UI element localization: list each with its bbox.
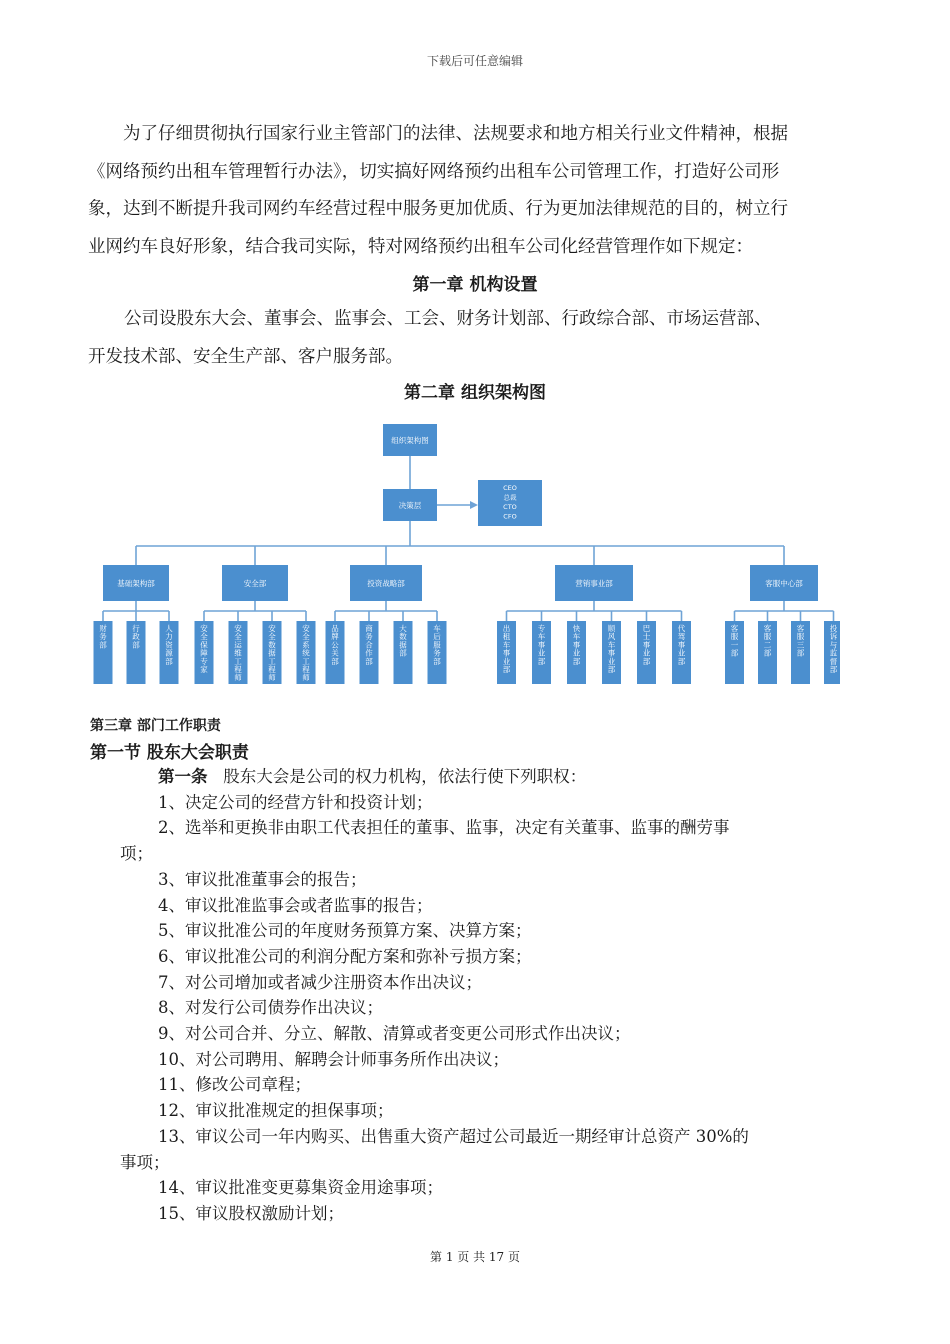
intro-line: 《网络预约出租车管理暂行办法》，切实搞好网络预约出租车公司管理工作，打造好公司形 bbox=[88, 161, 780, 182]
department-label: 客服中心部 bbox=[765, 579, 803, 588]
article1-item: 14、审议批准变更募集资金用途事项； bbox=[158, 1178, 443, 1198]
article1-heading bbox=[120, 764, 860, 790]
org-root-label: 组织架构图 bbox=[391, 436, 429, 445]
department-label: 安全部 bbox=[243, 579, 267, 588]
sub-department-label: 财务部 bbox=[99, 624, 107, 650]
article1-item: 事项； bbox=[120, 1152, 170, 1172]
sub-department-label: 安全保障专家 bbox=[200, 624, 208, 674]
article1-item: 1、决定公司的经营方针和投资计划； bbox=[158, 792, 433, 812]
chapter1-paragraph bbox=[88, 301, 860, 376]
sub-department-label: 出租车事业部 bbox=[502, 624, 511, 674]
article1-item: 11、修改公司章程； bbox=[158, 1075, 311, 1095]
chapter3-title: 第三章 部门工作职责 bbox=[90, 718, 221, 734]
article1-item: 2、选举和更换非由职工代表担任的董事、监事，决定有关董事、监事的酬劳事 bbox=[158, 818, 730, 838]
article1-item: 13、审议公司一年内购买、出售重大资产超过公司最近一期经审计总资产 30%的 bbox=[158, 1126, 749, 1146]
department-label: 基础架构部 bbox=[117, 579, 155, 588]
article1-item: 10、对公司聘用、解聘会计师事务所作出决议； bbox=[158, 1049, 509, 1069]
sub-department-label: 专车事业部 bbox=[537, 624, 546, 666]
decision-label: 决策层 bbox=[398, 501, 422, 510]
exec-label: CEO bbox=[503, 484, 517, 492]
header-note: 下载后可任意编辑 bbox=[426, 54, 523, 68]
sub-department-label: 商务合作部 bbox=[365, 624, 373, 666]
article1-item: 6、审议批准公司的利润分配方案和弥补亏损方案； bbox=[158, 946, 532, 966]
intro-line: 为了仔细贯彻执行国家行业主管部门的法律、法规要求和地方相关行业文件精神，根据 bbox=[123, 124, 788, 144]
sub-department-label: 车后服务部 bbox=[433, 624, 441, 666]
chapter2-title: 第二章 组织架构图 bbox=[404, 383, 546, 403]
exec-label: 总裁 bbox=[503, 493, 517, 502]
article1-item: 8、对发行公司债券作出决议； bbox=[158, 998, 383, 1018]
intro-line: 业网约车良好形象，结合我司实际，特对网络预约出租车公司化经营管理作如下规定： bbox=[88, 236, 753, 257]
exec-label: CTO bbox=[503, 503, 517, 511]
department-label: 营销事业部 bbox=[575, 579, 613, 588]
sub-department-label: 代驾事业部 bbox=[677, 624, 686, 666]
intro-paragraph bbox=[88, 116, 860, 266]
chapter1-title: 第一章 机构设置 bbox=[412, 275, 538, 295]
article1-lead: 股东大会是公司的权力机构，依法行使下列职权： bbox=[223, 767, 587, 786]
chapter1-line: 开发技术部、安全生产部、客户服务部。 bbox=[88, 346, 403, 367]
sub-department-label: 投诉与监督部 bbox=[829, 624, 838, 674]
article1-item: 12、审议批准规定的担保事项； bbox=[158, 1101, 394, 1121]
sub-department-label: 大数据部 bbox=[399, 624, 407, 658]
exec-label: CFO bbox=[503, 512, 517, 521]
article1-label: 第一条 bbox=[158, 767, 208, 786]
sub-department-label: 安全运维工程师 bbox=[234, 624, 242, 683]
page-footer: 第 1 页 共 17 页 bbox=[430, 1250, 520, 1264]
sub-department-label: 行政部 bbox=[132, 624, 140, 650]
article1-item: 9、对公司合并、分立、解散、清算或者变更公司形式作出决议； bbox=[158, 1024, 631, 1044]
sub-department-label: 人力资源部 bbox=[165, 624, 173, 666]
sub-department-label: 客服一部 bbox=[730, 624, 739, 658]
sub-department-label: 客服二部 bbox=[763, 624, 772, 658]
sub-department-label: 品牌公关部 bbox=[331, 624, 339, 666]
sub-department-label: 安全数据工程师 bbox=[268, 624, 276, 683]
article1-item: 3、审议批准董事会的报告； bbox=[158, 869, 367, 889]
article1-item: 4、审议批准监事会或者监事的报告； bbox=[158, 895, 433, 915]
article1-item: 15、审议股权激励计划； bbox=[158, 1203, 344, 1223]
intro-line: 象，达到不断提升我司网约车经营过程中服务更加优质、行为更加法律规范的目的，树立行 bbox=[88, 199, 788, 219]
arrow-head bbox=[470, 501, 478, 509]
section1-title: 第一节 股东大会职责 bbox=[90, 743, 249, 763]
org-chart bbox=[90, 416, 840, 691]
article1-item: 5、审议批准公司的年度财务预算方案、决算方案； bbox=[158, 921, 532, 941]
sub-department-label: 安全系统工程师 bbox=[302, 624, 310, 683]
sub-department-label: 客服三部 bbox=[796, 624, 805, 658]
chapter1-line: 公司设股东大会、董事会、监事会、工会、财务计划部、行政综合部、市场运营部、 bbox=[124, 309, 772, 329]
article1-item: 项； bbox=[120, 844, 153, 864]
article1-item: 7、对公司增加或者减少注册资本作出决议； bbox=[158, 972, 482, 992]
sub-department-label: 快车事业部 bbox=[572, 624, 581, 666]
department-label: 投资战略部 bbox=[367, 579, 405, 588]
sub-department-label: 顺风车事业部 bbox=[607, 624, 616, 674]
sub-department-label: 巴士事业部 bbox=[642, 624, 651, 666]
article1 bbox=[120, 764, 860, 1227]
